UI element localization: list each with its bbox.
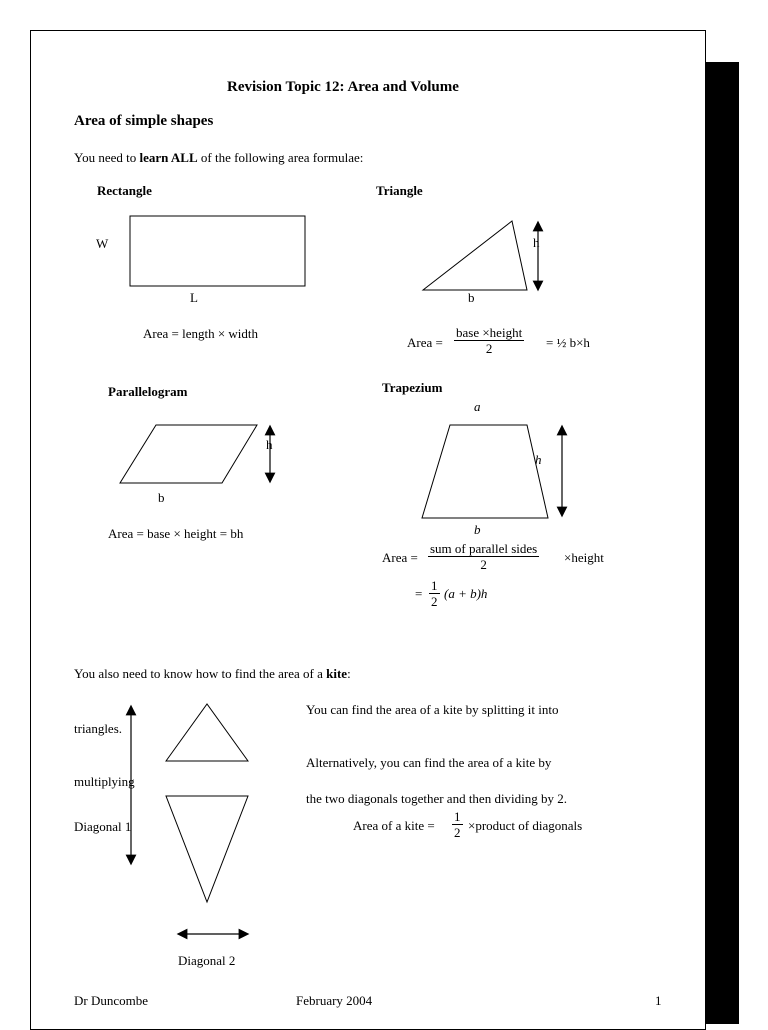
- intro-text: You need to learn ALL of the following area formulae:: [74, 150, 364, 165]
- triangle-shape: [423, 221, 527, 290]
- parallelogram-label-h: h: [266, 437, 273, 452]
- parallelogram-label-b: b: [158, 490, 165, 505]
- trapezium-area-prefix: Area =: [382, 550, 418, 565]
- footer-author: Dr Duncombe: [74, 993, 149, 1008]
- kite-intro: You also need to know how to find the area of a kite:: [74, 666, 351, 681]
- diagonal-1-label: Diagonal 1: [74, 819, 132, 834]
- kite-text-3: the two diagonals together and then dividing by 2.: [306, 791, 568, 806]
- trapezium-line2-prefix: =: [415, 586, 423, 601]
- footer-date: February 2004: [296, 993, 373, 1008]
- section-heading: Area of simple shapes: [74, 113, 214, 129]
- kite-text-1: You can find the area of a kite by splitting it into: [306, 702, 559, 717]
- triangle-fraction: base ×height 2: [456, 325, 523, 356]
- trapezium-heading: Trapezium: [382, 380, 443, 395]
- kite-half-fraction: $\frac{1}{2}$: [454, 809, 461, 840]
- trapezium-label-h: h: [535, 452, 542, 467]
- parallelogram-formula: Area = base × height = bh: [108, 526, 244, 541]
- triangle-label-h: h: [533, 235, 540, 250]
- kite-top-triangle: [166, 704, 248, 761]
- triangle-area-prefix: Area =: [407, 335, 443, 350]
- trapezium-fraction: sum of parallel sides 2: [430, 541, 538, 572]
- footer-page-number: 1: [655, 993, 662, 1008]
- trapezium-shape: [422, 425, 548, 518]
- trapezium-area-suffix: ×height: [564, 550, 604, 565]
- kite-bottom-triangle: [166, 796, 248, 902]
- rectangle-heading: Rectangle: [97, 183, 152, 198]
- kite-formula-prefix: Area of a kite =: [353, 818, 435, 833]
- kite-text-multiplying: multiplying: [74, 774, 135, 789]
- parallelogram-shape: [120, 425, 257, 483]
- parallelogram-heading: Parallelogram: [108, 384, 188, 399]
- trapezium-label-b: b: [474, 522, 481, 537]
- rectangle-label-w: W: [96, 236, 109, 251]
- trapezium-label-a: a: [474, 399, 481, 414]
- rectangle-formula: Area = length × width: [143, 326, 259, 341]
- rectangle-shape: [130, 216, 305, 286]
- page-title: Revision Topic 12: Area and Volume: [227, 79, 459, 95]
- triangle-area-suffix: = ½ b×h: [546, 335, 590, 350]
- rectangle-label-l: L: [190, 290, 198, 305]
- trapezium-line2-suffix: (a + b)h: [444, 586, 488, 601]
- trapezium-half-fraction: $\frac{1}{2}$: [431, 578, 438, 609]
- diagonal-2-label: Diagonal 2: [178, 953, 236, 968]
- kite-formula-suffix: ×product of diagonals: [468, 818, 583, 833]
- triangle-label-b: b: [468, 290, 475, 305]
- kite-text-triangles: triangles.: [74, 721, 123, 736]
- kite-text-2: Alternatively, you can find the area of a kite by: [306, 755, 552, 770]
- triangle-heading: Triangle: [376, 183, 423, 198]
